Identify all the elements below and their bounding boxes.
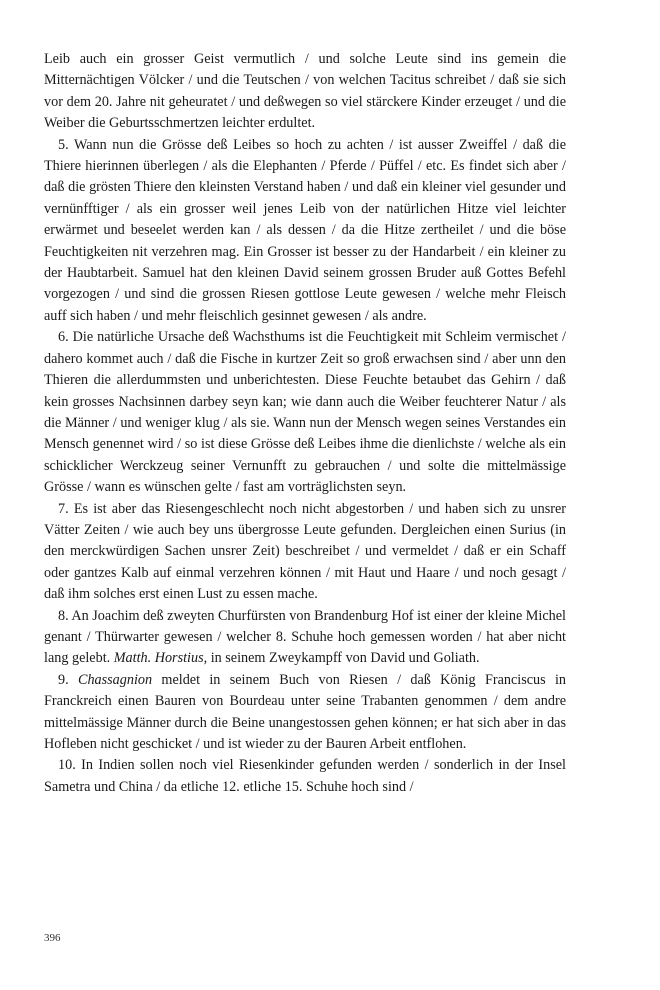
italic-author-name: Chassagnion: [77, 671, 153, 688]
paragraph-5: [44, 135, 566, 328]
text-segment: meldet in seinem Buch von Riesen / daß König Franciscus in Franckreich einen Bauren von Bourdeau unter seine Trabanten genommen / dem andre mittelmässige Männer durch die Beine unangestossen gehen können; er hat sich aber in das Hofleben nicht geschicket / und ist wieder zu der Bauren Arbeit entflohen.: [44, 671, 567, 752]
page-number: 396: [44, 932, 61, 944]
text-segment: 9.: [58, 671, 78, 688]
text-segment: in seinem Zweykampff von David und Goliath.: [207, 650, 480, 667]
text-segment: 10. In Indien sollen noch viel Riesenkinder gefunden werden / sonderlich in der Insel Sametra und China / da etliche 12. etliche 15. Schuhe hoch sind /: [44, 757, 566, 795]
paragraph-6: [44, 327, 566, 498]
paragraph-9: [44, 670, 566, 756]
italic-citation: Matth. Horstius,: [113, 650, 208, 667]
paragraph-10: [44, 755, 566, 798]
text-segment: Leib auch ein grosser Geist vermutlich / und solche Leute sind ins gemein die Mitternächtigen Völcker / und die Teutschen / von welchen Tacitus schreibet / daß sie sich vor dem 20. Jahre nit geheuratet / und deßwegen so viel stärckere Kinder erzeuget / und die Weiber die Geburtsschmertzen leichter erdultet.: [44, 51, 566, 132]
text-segment: 6. Die natürliche Ursache deß Wachsthums ist die Feuchtigkeit mit Schleim vermischet / dahero kommet auch / daß die Fische in kurtzer Zeit so groß erwachsen sind / aber unn den Thieren die allerdummsten und unberichtesten. Diese Feuchte betaubet das Gehirn / daß kein grosses Nachsinnen darbey seyn kan; wie dann auch die Weiber feuchterer Natur / als die Männer / und weniger klug / als sie. Wann nun der Mensch wegen seines Verstandes ein Mensch genennet wird / so ist diese Grösse deß Leibes ihme die dienlichste / welche als ein schicklicher Werckzeug seiner Vernunfft zu gebrauchen / und solte die mittelmässige Grösse / wann es wünschen gelte / fast am vorträglichsten seyn.: [44, 329, 566, 496]
paragraph-continuation: [44, 49, 566, 135]
body-text: [44, 49, 566, 798]
text-segment: 7. Es ist aber das Riesengeschlecht noch nicht abgestorben / und haben sich zu unsrer Vätter Zeiten / wie auch bey uns übergrosse Leute gefunden. Dergleichen einen Surius (in den merckwürdigen Sachen unsrer Zeit) beschreibet / und vermeldet / daß er ein Schaff oder gantzes Kalb auf einmal verzehren können / mit Haut und Haare / und noch gesagt / daß ihm solches erst einen Lust zu essen mache.: [44, 500, 566, 603]
text-segment: 5. Wann nun die Grösse deß Leibes so hoch zu achten / ist ausser Zweiffel / daß die Thiere hierinnen überlegen / als die Elephanten / Pferde / Püffel / etc. Es findet sich aber / daß die grösten Thiere den kleinsten Verstand haben / und daß ein kleiner viel gesunder und vernünfftiger / als ein grosser weil jenes Leib von der natürlichen Hitze viel leichter erwärmet und beseelet werden kan / als dessen / da die Hitze zertheilet / und die böse Feuchtigkeiten nit verzehren mag. Ein Grosser ist besser zu der Handarbeit / ein kleiner zu der Haubtarbeit. Samuel hat den kleinen David seinem grossen Bruder auß Gottes Befehl vorgezogen / und sind die grossen Riesen gottlose Leute gewesen / welche mehr Fleisch auff sich haben / und mehr fleischlich gesinnet gewesen / als andre.: [44, 136, 566, 324]
paragraph-7: [44, 499, 566, 606]
text-segment: 8. An Joachim deß zweyten Churfürsten von Brandenburg Hof ist einer der kleine Michel genant / Thürwarter gewesen / welcher 8. Schuhe hoch gemessen worden / hat aber nicht lang gelebt.: [44, 607, 566, 667]
paragraph-8: [44, 606, 566, 670]
